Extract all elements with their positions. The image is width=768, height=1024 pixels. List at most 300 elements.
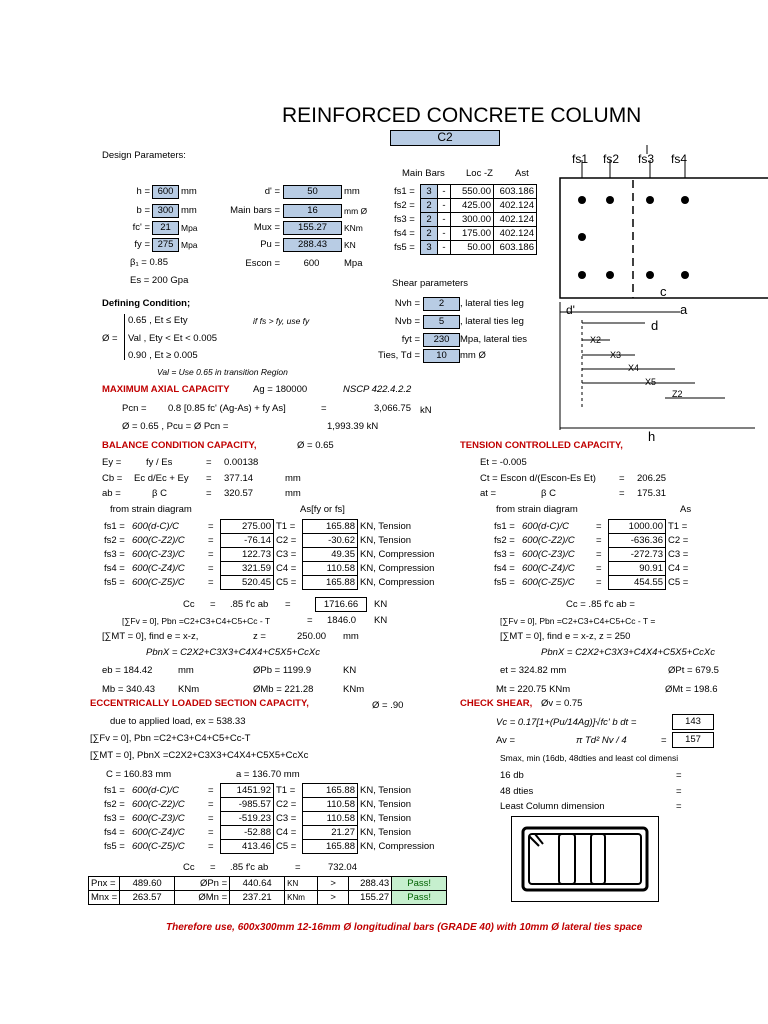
mn-compare: > (318, 891, 349, 905)
fs-label: fs5 = (494, 577, 515, 588)
diagram-x5-label: X5 (645, 377, 657, 387)
fs-eq: = (596, 521, 602, 532)
force-label: C4 = (668, 563, 689, 574)
force-unit: KN, Compression (360, 549, 435, 560)
force-label: T1 = (276, 785, 296, 796)
mux-input[interactable]: 155.27 (283, 221, 342, 235)
asfy-label: As[fy or fs] (300, 504, 345, 515)
tension-table (492, 519, 690, 590)
force-value: 165.88 (303, 576, 358, 590)
bar-z: 300.00 (451, 213, 494, 227)
force-unit: KN, Compression (360, 841, 435, 852)
fyt-input[interactable]: 230 (423, 333, 460, 347)
val-note: Val = Use 0.65 in transition Region (157, 367, 288, 377)
phipb-value: ØPb = 1199.9 (253, 665, 312, 676)
tension-phimt: ØMt = 198.6 (665, 684, 718, 695)
mux-label: Mux = (253, 222, 280, 233)
ey-eq: = (206, 457, 212, 468)
table-row (102, 562, 436, 576)
main-bars-label: Main bars = (230, 205, 280, 216)
fs-value: 275.00 (221, 520, 274, 534)
ab-unit: mm (285, 488, 301, 499)
nvb-unit: , lateral ties leg (460, 316, 524, 327)
fs-formula: 600(C-Z3)/C (132, 813, 185, 824)
bar-count-input[interactable]: 2 (421, 199, 438, 213)
tension-strain-label: from strain diagram (496, 504, 578, 515)
tension-as-label: As (680, 504, 692, 515)
tension-pbnx: PbnX = C2X2+C3X3+C4X4+C5X5+CcXc (541, 647, 716, 658)
table-row (102, 520, 436, 534)
bar-count-input[interactable]: 2 (421, 227, 438, 241)
h-unit: mm (181, 186, 197, 197)
fs-eq: = (208, 577, 214, 588)
fs-label: fs2 = (494, 535, 515, 546)
fs-eq: = (208, 535, 214, 546)
bar-ast: 402.124 (494, 227, 537, 241)
pcn-formula: 0.8 [0.85 fc' (Ag-As) + fy As] (168, 403, 286, 414)
force-value: 165.88 (303, 784, 358, 798)
fs-value: 1000.00 (609, 520, 666, 534)
fs-label: fs5 = (104, 577, 125, 588)
escon-label: Escon = (245, 258, 280, 269)
fy-input[interactable]: 275 (152, 238, 179, 252)
sum-fv-unit: KN (374, 615, 388, 626)
condition-line-2: Val , Ety < Et < 0.005 (128, 333, 218, 344)
cb-label: Cb = (102, 473, 123, 484)
bar-ast: 603.186 (494, 185, 537, 199)
bar-count-input[interactable]: 2 (421, 213, 438, 227)
fs-formula: 600(C-Z4)/C (132, 827, 185, 838)
least-dim-eq: = (676, 801, 682, 812)
diagram-z2-label: Z2 (672, 389, 683, 399)
pbnx: PbnX = C2X2+C3X3+C4X4+C5X5+CcXc (146, 647, 321, 658)
fs-formula: 600(C-Z5)/C (132, 577, 185, 588)
mu-required: 155.27 (349, 891, 392, 905)
ties-section-diagram (511, 816, 659, 902)
diagram-x4-label: X4 (628, 363, 640, 373)
due-load: due to applied load, ex = 538.33 (110, 716, 246, 727)
ab-formula: β C (152, 488, 167, 499)
shear-phi: Øv = 0.75 (541, 698, 583, 709)
main-bars-unit: mm Ø (344, 206, 368, 216)
fs-formula: 600(C-Z2)/C (132, 535, 185, 546)
fs-value: 122.73 (221, 548, 274, 562)
table-row (102, 548, 436, 562)
tension-cc: Cc = .85 f'c ab = (566, 599, 635, 610)
force-label: C3 = (276, 813, 297, 824)
fc-unit: Mpa (181, 223, 198, 233)
mb-unit: KNm (178, 684, 200, 695)
sum-fv-value: 1846.0 (327, 615, 357, 626)
diagram-x2-label: X2 (590, 335, 602, 345)
bars-table (392, 184, 537, 255)
at-label: at = (480, 488, 497, 499)
force-label: C5 = (668, 577, 689, 588)
b-unit: mm (181, 205, 197, 216)
bar-label: fs4 = (394, 228, 415, 239)
conclusion-text: Therefore use, 600x300mm 12-16mm Ø longitudinal bars (GRADE 40) with 10mm Ø lateral ties space (166, 922, 643, 933)
force-label: C2 = (276, 535, 297, 546)
vc-formula: Vc = 0.17[1+(Pu/14Ag)]√fc' b dt = (496, 717, 637, 728)
bar-z: 50.00 (451, 241, 494, 255)
diagram-dprime-label: d' (566, 303, 575, 317)
force-label: C2 = (668, 535, 689, 546)
fs-formula: 600(d-C)/C (522, 521, 569, 532)
z-label: z = (253, 631, 266, 642)
eccentric-heading: ECCENTRICALLY LOADED SECTION CAPACITY, (90, 698, 309, 709)
fs-eq: = (208, 813, 214, 824)
force-value: 21.27 (303, 826, 358, 840)
force-unit: KN, Tension (360, 799, 412, 810)
pcn-unit: kN (420, 405, 432, 416)
table-row (492, 562, 690, 576)
fs-label: fs5 = (104, 841, 125, 852)
fs-label: fs2 = (104, 799, 125, 810)
diagram-c-label: c (660, 284, 667, 299)
balance-table (102, 519, 436, 590)
bar-z: 550.00 (451, 185, 494, 199)
sum-fv-eq: = (307, 615, 313, 626)
nvh-unit: , lateral ties leg (460, 298, 524, 309)
bar-ast: 402.124 (494, 213, 537, 227)
force-value: 165.88 (303, 520, 358, 534)
capacity-table (88, 876, 447, 905)
fs-label: fs4 = (494, 563, 515, 574)
es-value: Es = 200 Gpa (130, 275, 189, 286)
table-row (89, 891, 447, 905)
bar-ast: 603.186 (494, 241, 537, 255)
mux-unit: KNm (344, 223, 363, 233)
cc-formula: .85 f'c ab (230, 599, 269, 610)
balance-heading: BALANCE CONDITION CAPACITY, (102, 440, 257, 451)
eb-value: eb = 184.42 (102, 665, 153, 676)
at-value: 175.31 (637, 488, 667, 499)
fs-value: -76.14 (221, 534, 274, 548)
shear-heading: CHECK SHEAR, (460, 698, 533, 709)
ecc-sum-fv: [∑Fv = 0], Pbn =C2+C3+C4+C5+Cc-T (90, 733, 251, 744)
fs-eq: = (208, 549, 214, 560)
cc-eq: = (210, 599, 216, 610)
dties-eq: = (676, 786, 682, 797)
condition-line-1: 0.65 , Et ≤ Ety (128, 315, 188, 326)
bars-header-locz: Loc -Z (466, 168, 493, 179)
force-value: 165.88 (303, 840, 358, 854)
ey-label: Ey = (102, 457, 122, 468)
fyt-unit: Mpa, lateral ties (460, 334, 528, 345)
fs-formula: 600(C-Z4)/C (522, 563, 575, 574)
pcu-label: Ø = 0.65 , Pcu = Ø Pcn = (122, 421, 229, 432)
eb-unit: mm (178, 665, 194, 676)
bar-ast: 402.124 (494, 199, 537, 213)
force-label: C3 = (276, 549, 297, 560)
pcu-value: 1,993.39 kN (327, 421, 379, 432)
mn-unit: KNm (285, 891, 318, 905)
d-unit: mm (344, 186, 360, 197)
ecc-cc-formula: .85 f'c ab (230, 862, 269, 873)
table-row (492, 520, 690, 534)
table-row (102, 798, 436, 812)
force-label: T1 = (668, 521, 688, 532)
fs-eq: = (208, 799, 214, 810)
nscp-ref: NSCP 422.4.2.2 (343, 384, 412, 395)
cc-label: Cc (183, 599, 195, 610)
bar-dash: - (438, 213, 451, 227)
tension-heading: TENSION CONTROLLED CAPACITY, (460, 440, 623, 451)
cc-eq2: = (285, 599, 291, 610)
force-value: 110.58 (303, 798, 358, 812)
pn-compare: > (318, 877, 349, 891)
fs-eq: = (596, 549, 602, 560)
fs-formula: 600(d-C)/C (132, 521, 179, 532)
ecc-cc-eq2: = (295, 862, 301, 873)
fs-label: fs1 = (104, 785, 125, 796)
fs-eq: = (208, 827, 214, 838)
nvh-input[interactable]: 2 (423, 297, 460, 311)
pcn-value: 3,066.75 (374, 403, 411, 414)
eccentric-phi: Ø = .90 (372, 700, 404, 711)
fs-value: 413.46 (221, 840, 274, 854)
diagram-h-label: h (648, 429, 656, 444)
fs-label: fs3 = (494, 549, 515, 560)
design-params-heading: Design Parameters: (102, 150, 186, 161)
condition-line-3: 0.90 , Et ≥ 0.005 (128, 350, 198, 361)
diagram-fs3-label: fs3 (638, 152, 655, 166)
ey-formula: fy / Es (146, 457, 173, 468)
table-row (392, 185, 537, 199)
cc-unit: KN (374, 599, 388, 610)
fyt-label: fyt = (401, 334, 420, 345)
bar-count-input[interactable]: 3 (421, 185, 438, 199)
diagram-a-label: a (680, 302, 688, 317)
ab-value: 320.57 (224, 488, 254, 499)
fs-label: fs3 = (104, 549, 125, 560)
bar-label: fs1 = (394, 186, 415, 197)
strain-diagram-label: from strain diagram (110, 504, 192, 515)
fs-eq: = (208, 563, 214, 574)
fy-label: fy = (134, 239, 150, 250)
fs-label: fs1 = (494, 521, 515, 532)
fs-label: fs3 = (104, 813, 125, 824)
force-unit: KN, Tension (360, 535, 412, 546)
main-bars-input[interactable]: 16 (283, 204, 342, 218)
fs-eq: = (208, 841, 214, 852)
phi-label: Ø = (102, 333, 118, 344)
fs-formula: 600(C-Z3)/C (522, 549, 575, 560)
column-id: C2 (390, 130, 500, 146)
force-label: T1 = (276, 521, 296, 532)
table-row (492, 534, 690, 548)
fs-formula: 600(C-Z2)/C (132, 799, 185, 810)
force-value: 110.58 (303, 562, 358, 576)
ey-value: 0.00138 (224, 457, 259, 468)
least-dim-label: Least Column dimension (500, 801, 605, 812)
tension-sum-mt: [∑MT = 0], find e = x-z, z = 250 (500, 631, 631, 642)
z-value: 250.00 (297, 631, 327, 642)
bar-dash: - (438, 185, 451, 199)
ct-value: 206.25 (637, 473, 667, 484)
force-label: C5 = (276, 841, 297, 852)
shear-params-heading: Shear parameters (392, 278, 469, 289)
table-row (102, 812, 436, 826)
force-value: 49.35 (303, 548, 358, 562)
table-row (392, 227, 537, 241)
diagram-x3-label: X3 (610, 350, 622, 360)
table-row (102, 826, 436, 840)
fs-fy-note: if fs > fy, use fy (253, 316, 310, 326)
table-row (392, 241, 537, 255)
fy-unit: Mpa (181, 240, 198, 250)
table-row (492, 548, 690, 562)
phimn-label: ØMn = (175, 891, 230, 905)
table-row (102, 840, 436, 854)
force-unit: KN, Compression (360, 563, 435, 574)
phimb-unit: KNm (343, 684, 365, 695)
force-unit: KN, Tension (360, 785, 412, 796)
z-unit: mm (343, 631, 359, 642)
fs-formula: 600(C-Z4)/C (132, 563, 185, 574)
av-formula: π Td² Nv / 4 (576, 735, 627, 746)
page-title: REINFORCED CONCRETE COLUMN (282, 104, 642, 127)
bar-dash: - (438, 199, 451, 213)
pnx-label: Pnx = (89, 877, 120, 891)
vc-value: 143 (672, 714, 714, 730)
phipn-label: ØPn = (175, 877, 230, 891)
d-label: d' = (264, 186, 280, 197)
mn-status-badge: Pass! (392, 891, 447, 905)
tension-phipt: ØPt = 679.5 (668, 665, 719, 676)
pn-unit: KN (285, 877, 318, 891)
td-input[interactable]: 10 (423, 349, 460, 363)
cb-value: 377.14 (224, 473, 254, 484)
ecc-cc-eq: = (210, 862, 216, 873)
phimn-value: 237.21 (230, 891, 285, 905)
fs-eq: = (208, 785, 214, 796)
pcn-label: Pcn = (122, 403, 147, 414)
bar-dash: - (438, 227, 451, 241)
axial-heading: MAXIMUM AXIAL CAPACITY (102, 384, 230, 395)
at-eq: = (619, 488, 625, 499)
pu-unit: KN (344, 240, 356, 250)
pu-required: 288.43 (349, 877, 392, 891)
mnx-label: Mnx = (89, 891, 120, 905)
pn-status-badge: Pass! (392, 877, 447, 891)
fs-value: 454.55 (609, 576, 666, 590)
fs-eq: = (596, 535, 602, 546)
bar-count-input[interactable]: 3 (421, 241, 438, 255)
force-unit: KN, Tension (360, 521, 412, 532)
fs-value: 90.91 (609, 562, 666, 576)
b-input[interactable]: 300 (152, 204, 179, 218)
cb-unit: mm (285, 473, 301, 484)
diagram-fs2-label: fs2 (603, 152, 620, 166)
tension-mt-value: Mt = 220.75 KNm (496, 684, 571, 695)
cb-formula: Ec d/Ec + Ey (134, 473, 189, 484)
sum-mt: [∑MT = 0], find e = x-z, (102, 631, 199, 642)
fc-input[interactable]: 21 (152, 221, 179, 235)
h-input[interactable]: 600 (152, 185, 179, 199)
force-value: -30.62 (303, 534, 358, 548)
diagram-d-label: d (651, 318, 659, 333)
nvh-label: Nvh = (394, 298, 420, 309)
tension-et-value: et = 324.82 mm (500, 665, 567, 676)
nvb-label: Nvb = (394, 316, 420, 327)
ecc-cc-value: 732.04 (327, 862, 357, 873)
force-unit: KN, Tension (360, 827, 412, 838)
ecc-sum-mt: [∑MT = 0], PbnX =C2X2+C3X3+C4X4+C5X5+CcXc (90, 750, 309, 761)
fs-value: 520.45 (221, 576, 274, 590)
fs-eq: = (208, 521, 214, 532)
condition-brace (124, 314, 125, 360)
ecc-a: a = 136.70 mm (236, 769, 300, 780)
phimb-value: ØMb = 221.28 (253, 684, 314, 695)
table-row (102, 534, 436, 548)
h-label: h = (136, 186, 150, 197)
bars-header-ast: Ast (515, 168, 529, 179)
table-row (492, 576, 690, 590)
fs-value: -519.23 (221, 812, 274, 826)
bar-z: 425.00 (451, 199, 494, 213)
td-unit: mm Ø (460, 350, 486, 361)
ag-value: Ag = 180000 (253, 384, 308, 395)
bar-z: 175.00 (451, 227, 494, 241)
force-label: C3 = (668, 549, 689, 560)
force-value: 110.58 (303, 812, 358, 826)
fs-formula: 600(C-Z5)/C (132, 841, 185, 852)
table-row (392, 213, 537, 227)
cb-eq: = (206, 473, 212, 484)
eccentric-table (102, 783, 436, 854)
table-row (89, 877, 447, 891)
pnx-value: 489.60 (120, 877, 175, 891)
ab-label: ab = (102, 488, 121, 499)
escon-value: 600 (303, 258, 320, 269)
diagram-fs4-label: fs4 (671, 152, 688, 166)
phipb-unit: KN (343, 665, 357, 676)
fs-formula: 600(C-Z3)/C (132, 549, 185, 560)
mnx-value: 263.57 (120, 891, 175, 905)
av-eq: = (661, 735, 667, 746)
fs-formula: 600(C-Z5)/C (522, 577, 575, 588)
td-label: Ties, Td = (378, 350, 420, 361)
fs-label: fs2 = (104, 535, 125, 546)
bar-dash: - (438, 241, 451, 255)
fs-eq: = (596, 563, 602, 574)
force-label: C4 = (276, 563, 297, 574)
phipn-value: 440.64 (230, 877, 285, 891)
table-row (102, 784, 436, 798)
force-unit: KN, Tension (360, 813, 412, 824)
fs-formula: 600(C-Z2)/C (522, 535, 575, 546)
nvb-input[interactable]: 5 (423, 315, 460, 329)
av-value: 157 (672, 732, 714, 748)
force-label: C4 = (276, 827, 297, 838)
fs-value: -52.88 (221, 826, 274, 840)
mb-value: Mb = 340.43 (102, 684, 156, 695)
dties-label: 48 dties (500, 786, 534, 797)
tension-et: Et = -0.005 (480, 457, 527, 468)
escon-unit: Mpa (344, 258, 363, 269)
pu-input[interactable]: 288.43 (283, 238, 342, 252)
ab-eq: = (206, 488, 212, 499)
balance-phi: Ø = 0.65 (297, 440, 334, 451)
fs-label: fs4 = (104, 827, 125, 838)
table-row (102, 576, 436, 590)
d-input[interactable]: 50 (283, 185, 342, 199)
force-label: C2 = (276, 799, 297, 810)
force-unit: KN, Compression (360, 577, 435, 588)
sum-fv: [∑Fv = 0], Pbn =C2+C3+C4+C5+Cc - T (122, 616, 271, 626)
fs-formula: 600(d-C)/C (132, 785, 179, 796)
